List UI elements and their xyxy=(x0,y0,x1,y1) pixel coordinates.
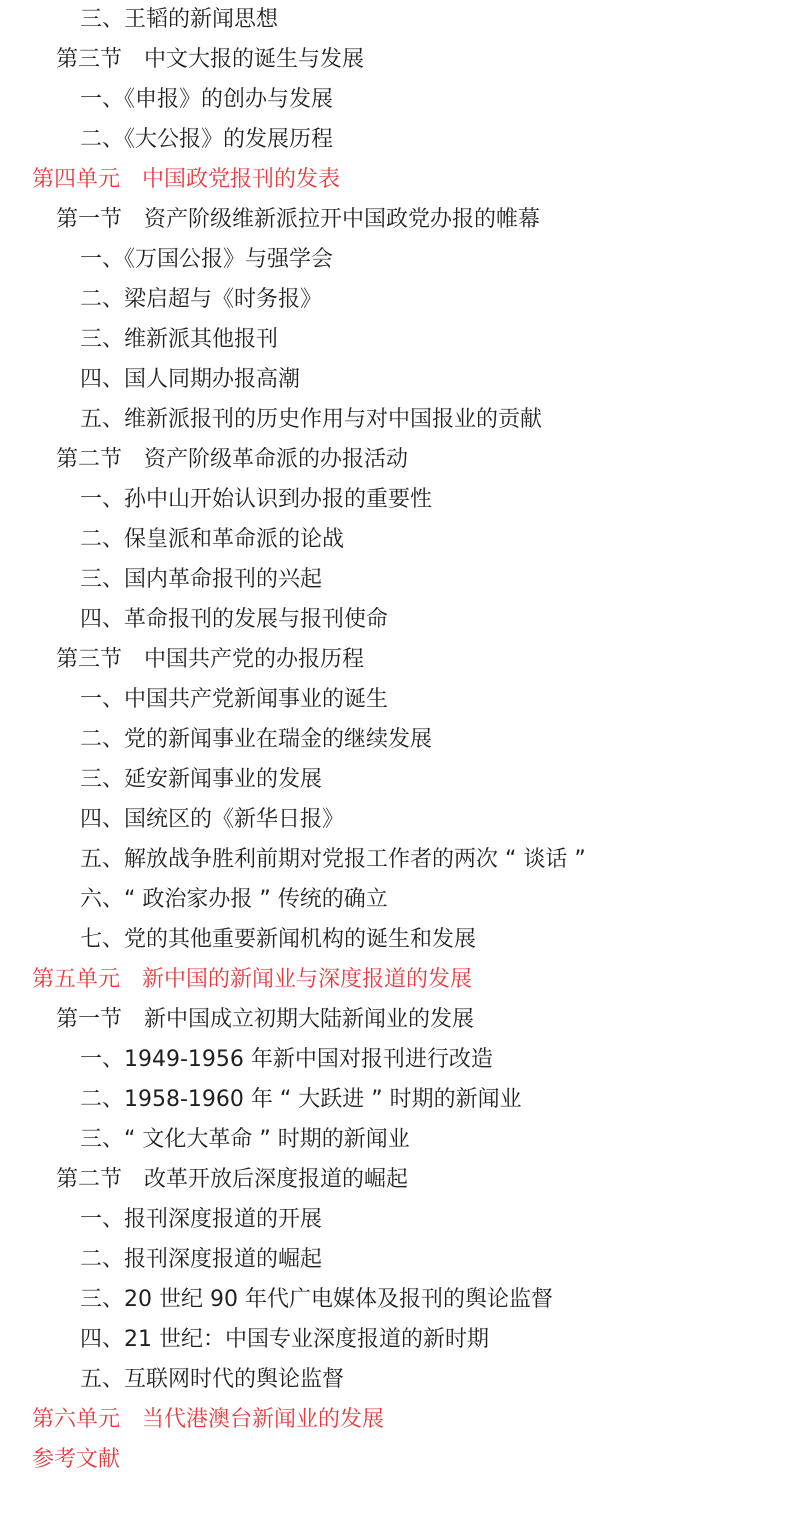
toc-section-heading: 第一节 资产阶级维新派拉开中国政党办报的帷幕 xyxy=(56,207,541,232)
toc-section-heading: 第二节 改革开放后深度报道的崛起 xyxy=(56,1167,409,1192)
toc-item: 二、报刊深度报道的崛起 xyxy=(80,1247,323,1272)
toc-item: 三、维新派其他报刊 xyxy=(80,327,279,352)
toc-item: 七、党的其他重要新闻机构的诞生和发展 xyxy=(80,927,477,952)
toc-item: 一、中国共产党新闻事业的诞生 xyxy=(80,687,389,712)
toc-item: 二、《大公报》的发展历程 xyxy=(80,127,334,152)
toc-item: 二、1958-1960 年 “ 大跃进 ” 时期的新闻业 xyxy=(80,1087,522,1112)
toc-item: 一、《申报》的创办与发展 xyxy=(80,87,334,112)
toc-item: 五、互联网时代的舆论监督 xyxy=(80,1367,345,1392)
toc-item: 三、“ 文化大革命 ” 时期的新闻业 xyxy=(80,1127,410,1152)
toc-unit-heading: 参考文献 xyxy=(32,1447,121,1472)
toc-item: 三、20 世纪 90 年代广电媒体及报刊的舆论监督 xyxy=(80,1287,553,1312)
toc-item: 六、“ 政治家办报 ” 传统的确立 xyxy=(80,887,388,912)
toc-item: 四、革命报刊的发展与报刊使命 xyxy=(80,607,389,632)
toc-item: 五、维新派报刊的历史作用与对中国报业的贡献 xyxy=(80,407,543,432)
toc-unit-heading: 第六单元 当代港澳台新闻业的发展 xyxy=(32,1407,385,1432)
toc-item: 一、孙中山开始认识到办报的重要性 xyxy=(80,487,433,512)
toc-section-heading: 第一节 新中国成立初期大陆新闻业的发展 xyxy=(56,1007,475,1032)
toc-item: 四、21 世纪：中国专业深度报道的新时期 xyxy=(80,1327,489,1352)
toc-item: 二、梁启超与《时务报》 xyxy=(80,287,323,312)
toc-unit-heading: 第四单元 中国政党报刊的发表 xyxy=(32,167,341,192)
toc-item: 四、国人同期办报高潮 xyxy=(80,367,301,392)
toc-item: 一、报刊深度报道的开展 xyxy=(80,1207,323,1232)
toc-item: 三、延安新闻事业的发展 xyxy=(80,767,323,792)
toc-item: 三、国内革命报刊的兴起 xyxy=(80,567,323,592)
toc-section-heading: 第二节 资产阶级革命派的办报活动 xyxy=(56,447,409,472)
toc-item: 二、党的新闻事业在瑞金的继续发展 xyxy=(80,727,433,752)
toc-item: 五、解放战争胜利前期对党报工作者的两次 “ 谈话 ” xyxy=(80,847,586,872)
toc-item: 二、保皇派和革命派的论战 xyxy=(80,527,345,552)
toc-item: 一、《万国公报》与强学会 xyxy=(80,247,334,272)
toc-item: 一、1949-1956 年新中国对报刊进行改造 xyxy=(80,1047,493,1072)
toc-item: 三、王韬的新闻思想 xyxy=(80,7,279,32)
toc-section-heading: 第三节 中国共产党的办报历程 xyxy=(56,647,365,672)
toc-unit-heading: 第五单元 新中国的新闻业与深度报道的发展 xyxy=(32,967,473,992)
toc-section-heading: 第三节 中文大报的诞生与发展 xyxy=(56,47,365,72)
toc-item: 四、国统区的《新华日报》 xyxy=(80,807,345,832)
